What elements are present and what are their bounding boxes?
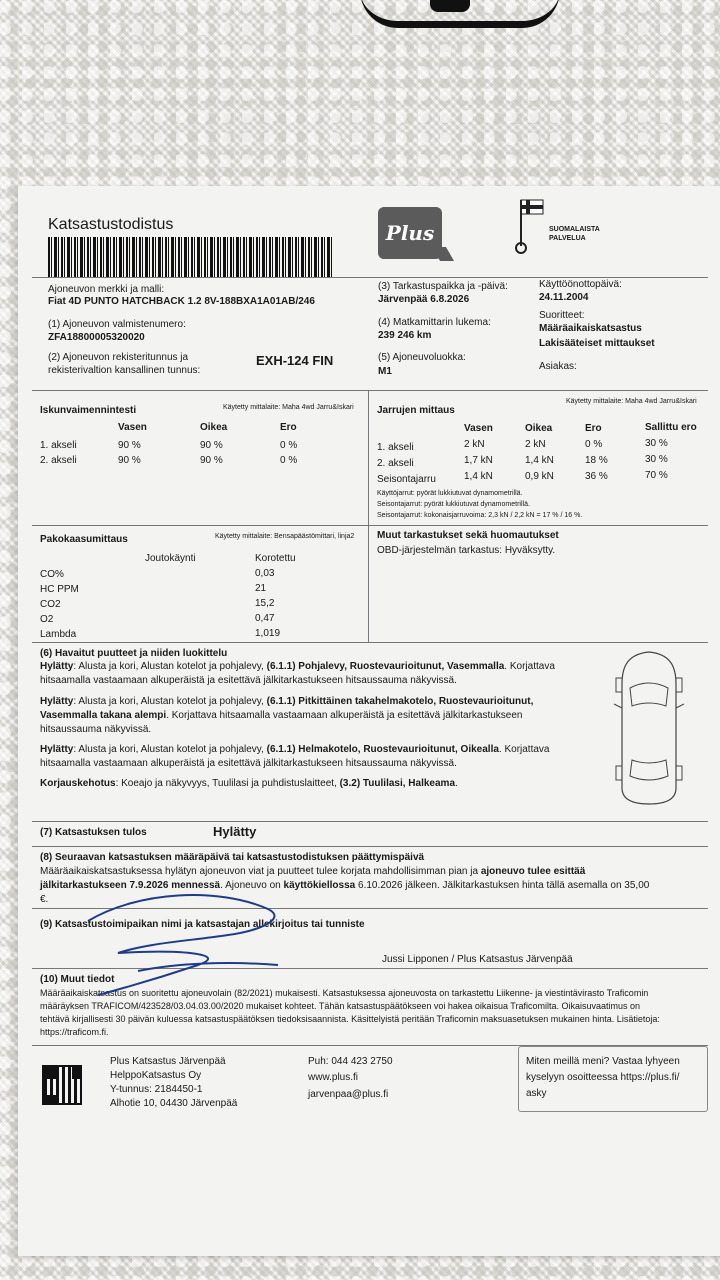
brakes-row-left: 1,4 kN (464, 471, 493, 482)
brakes-row-allowed: 30 % (645, 438, 668, 449)
odometer-label: (4) Matkamittarin lukema: (378, 317, 491, 328)
next-inspection-text: . Ajoneuvo on (220, 880, 281, 891)
qr-code[interactable] (42, 1065, 82, 1105)
exhaust-row-value: 0,03 (255, 568, 275, 579)
brakes-row-allowed: 70 % (645, 470, 668, 481)
recommendation-label: Korjauskehotus (40, 778, 116, 789)
brakes-row-left: 1,7 kN (464, 455, 493, 466)
next-inspection-line: €. (40, 894, 49, 905)
document-title: Katsastustodistus (48, 216, 174, 233)
defect-text: . Korjattava hitsaamalla vastaamaan alkuperäistä ja esitettävä jälkitarkastukseen (166, 710, 523, 721)
exhaust-row-value: 15,2 (255, 598, 275, 609)
defect-status: Hylätty (40, 744, 74, 755)
brakes-title: Jarrujen mittaus (377, 405, 455, 416)
other-info-link[interactable]: https://traficom.fi. (40, 1027, 109, 1037)
brakes-row-diff: 0 % (585, 439, 603, 450)
website-link[interactable]: www.plus.fi (308, 1072, 359, 1083)
next-inspection-text: Määräaikaiskatsastuksessa hylätyn ajoneuvon viat ja puutteet tulee korjata mahdollisimman pian ja (40, 866, 479, 877)
shock-row-label: 1. akseli (40, 440, 77, 451)
other-info-line: tehtävä kirjallisesti 30 päivän kuluessa katsastuspäätöksen tiedoksisaannista. Käsittelyistä peritään Traficomin maksuasetuksen mukainen hinta. Lisätietoja: (40, 1014, 660, 1024)
defect-status: Hylätty (40, 696, 74, 707)
key-logo-text-1: SUOMALAISTA (549, 226, 600, 233)
recommendation-location: : Koeajo ja näkyvyys, Tuulilasi ja puhdistuslaitteet, (115, 778, 337, 789)
other-checks-title: Muut tarkastukset sekä huomautukset (377, 530, 559, 541)
brakes-header-left: Vasen (464, 423, 493, 434)
company-line: Plus Katsastus Järvenpää (110, 1056, 226, 1067)
signature-title: (9) Katsastustoimipaikan nimi ja katsastajan allekirjoitus tai tunniste (40, 919, 365, 930)
key-flag-logo (513, 198, 545, 260)
exhaust-row-label: O2 (40, 614, 54, 625)
brakes-row-right: 2 kN (525, 439, 546, 450)
exhaust-row-label: CO% (40, 569, 64, 580)
performed-1: Määräaikaiskatsastus (539, 323, 642, 334)
defect-line (40, 744, 550, 755)
exhaust-device: Käytetty mittalaite: Bensapäästömittari, linja2 (215, 533, 355, 540)
class-value: M1 (378, 366, 392, 377)
phone[interactable]: Puh: 044 423 2750 (308, 1056, 393, 1067)
defect-location: : Alusta ja kori, Alustan kotelot ja pohjalevy, (73, 661, 264, 672)
make-label: Ajoneuvon merkki ja malli: (48, 284, 165, 295)
survey-line[interactable]: kyselyyn osoitteessa https://plus.fi/ (526, 1072, 680, 1083)
vin-value: ZFA18800005320020 (48, 332, 145, 343)
other-info-line: määräyksen TRAFICOM/423528/03.04.03.00/2020 mukaiset kohteet. Tähän katsastuspäätökseen voi hakea oikaisua Traficomilta. Oikaisuvaatimus on (40, 1001, 640, 1011)
shock-row-left: 90 % (118, 455, 141, 466)
shock-header-left: Vasen (118, 422, 147, 433)
reg-label-1: (2) Ajoneuvon rekisteritunnus ja (48, 352, 189, 363)
odometer-value: 239 246 km (378, 330, 432, 341)
exhaust-row-label: CO2 (40, 599, 61, 610)
defect-code: (6.1.1) Helmakotelo, Ruostevaurioitunut, Oikealla (266, 744, 499, 755)
exhaust-title: Pakokaasumittaus (40, 534, 128, 545)
next-inspection-line (40, 880, 649, 891)
defect-line (40, 661, 555, 672)
brakes-device: Käytetty mittalaite: Maha 4wd Jarru&Iskari (566, 398, 697, 405)
defect-line: hitsaussauma näkyvissä. (40, 724, 152, 735)
reg-value: EXH-124 FIN (256, 353, 334, 368)
shock-row-right: 90 % (200, 455, 223, 466)
defect-location: : Alusta ja kori, Alustan kotelot ja pohjalevy, (73, 696, 264, 707)
brakes-row-allowed: 30 % (645, 454, 668, 465)
defect-location: : Alusta ja kori, Alustan kotelot ja pohjalevy, (73, 744, 264, 755)
exhaust-row-value: 1,019 (255, 628, 281, 639)
exhaust-row-value: 21 (255, 583, 267, 594)
result-label: (7) Katsastuksen tulos (40, 827, 147, 838)
shock-row-label: 2. akseli (40, 455, 77, 466)
next-inspection-emph: ajoneuvo tulee esittää (480, 866, 586, 877)
defect-text: . Korjattava (504, 661, 555, 672)
exhaust-header-idle: Joutokäynti (145, 553, 196, 564)
plus-logo: Plus (378, 207, 442, 259)
brakes-row-label: Seisontajarru (377, 474, 436, 485)
defect-line (40, 710, 523, 721)
result-value: Hylätty (213, 824, 257, 839)
brakes-row-diff: 36 % (585, 471, 608, 482)
defects-title: (6) Havaitut puutteet ja niiden luokittelu (40, 648, 228, 659)
other-info-line: Määräaikaiskatsastus on suoritettu ajoneuvolain (82/2021) mukaisesti. Katsastuksessa ajoneuvosta on tarkastettu Liikenne- ja viestintävirasto Traficomin (40, 988, 649, 998)
brakes-row-diff: 18 % (585, 455, 608, 466)
defect-line (40, 696, 533, 707)
survey-line: asky (526, 1088, 547, 1099)
company-line: Alhotie 10, 04430 Järvenpää (110, 1098, 238, 1109)
shock-header-diff: Ero (280, 422, 297, 433)
usage-ban: käyttökiellossa (283, 880, 356, 891)
shock-header-right: Oikea (200, 422, 228, 433)
shock-title: Iskunvaimennintesti (40, 405, 137, 416)
recommendation-end: . (455, 778, 458, 789)
car-diagram (608, 648, 690, 808)
intro-date-label: Käyttöönottopäivä: (539, 279, 622, 290)
brakes-row-label: 2. akseli (377, 458, 414, 469)
make-value: Fiat 4D PUNTO HATCHBACK 1.2 8V-188BXA1A01AB/246 (48, 296, 315, 307)
performed-label: Suoritteet: (539, 310, 585, 321)
exhaust-header-raised: Korotettu (255, 553, 296, 564)
exhaust-row-label: HC PPM (40, 584, 79, 595)
performed-2: Lakisääteiset mittaukset (539, 338, 655, 349)
brakes-note: Seisontajarrut: kokonaisjarruvoima: 2,3 kN / 2,2 kN = 17 % / 16 %. (377, 512, 583, 519)
place-value: Järvenpää 6.8.2026 (378, 294, 470, 305)
intro-date-value: 24.11.2004 (539, 292, 589, 303)
brakes-header-diff: Ero (585, 423, 602, 434)
brakes-row-right: 0,9 kN (525, 471, 554, 482)
next-inspection-title: (8) Seuraavan katsastuksen määräpäivä tai katsastustodistuksen päättymispäivä (40, 852, 425, 863)
vin-label: (1) Ajoneuvon valmistenumero: (48, 319, 186, 330)
class-label: (5) Ajoneuvoluokka: (378, 352, 466, 363)
brakes-row-label: 1. akseli (377, 442, 414, 453)
defect-position: Vasemmalla takana alempi (40, 710, 167, 721)
brakes-header-allowed: Sallittu ero (645, 422, 697, 433)
brakes-header-right: Oikea (525, 423, 553, 434)
reg-label-2: rekisterivaltion kansallinen tunnus: (48, 365, 201, 376)
survey-line: Miten meillä meni? Vastaa lyhyeen (526, 1056, 680, 1067)
defect-line: hitsaamalla vastaamaan alkuperäistä ja esitettävä jälkitarkastukseen hitsaussauma näkyvissä. (40, 758, 457, 769)
exhaust-row-value: 0,47 (255, 613, 275, 624)
brakes-note: Käyttöjarrut: pyörät lukkiutuvat dynamometrillä. (377, 490, 523, 497)
shock-row-left: 90 % (118, 440, 141, 451)
reinspection-deadline: jälkitarkastukseen 7.9.2026 mennessä (40, 880, 221, 891)
company-line: HelppoKatsastus Oy (110, 1070, 202, 1081)
email-link[interactable]: jarvenpaa@plus.fi (308, 1089, 389, 1100)
next-inspection-text: 6.10.2026 jälkeen. Jälkitarkastuksen hinta tällä asemalla on 35,00 (358, 880, 650, 891)
exhaust-row-label: Lambda (40, 629, 77, 640)
brakes-row-right: 1,4 kN (525, 455, 554, 466)
shock-row-diff: 0 % (280, 440, 298, 451)
defect-text: . Korjattava (498, 744, 550, 755)
shock-device: Käytetty mittalaite: Maha 4wd Jarru&Iskari (223, 404, 354, 411)
place-label: (3) Tarkastuspaikka ja -päivä: (378, 281, 508, 292)
key-logo-text-2: PALVELUA (549, 235, 586, 242)
company-line: Y-tunnus: 2184450-1 (110, 1084, 203, 1095)
recommendation-code: (3.2) Tuulilasi, Halkeama (339, 778, 456, 789)
defect-status: Hylätty (40, 661, 74, 672)
customer-label: Asiakas: (539, 361, 577, 372)
next-inspection-line (40, 866, 585, 877)
other-info-title: (10) Muut tiedot (40, 974, 115, 985)
defect-code: (6.1.1) Pohjalevy, Ruostevaurioitunut, Vasemmalla (266, 661, 505, 672)
defect-code: (6.1.1) Pitkittäinen takahelmakotelo, Ruostevaurioitunut, (266, 696, 534, 707)
barcode (48, 237, 332, 277)
repair-recommendation (40, 778, 458, 789)
brakes-note: Seisontajarrut: pyörät lukkiutuvat dynamometrillä. (377, 501, 530, 508)
shock-row-diff: 0 % (280, 455, 298, 466)
defect-line: hitsaamalla vastaamaan alkuperäistä ja esitettävä jälkitarkastukseen hitsaussauma näkyvissä. (40, 675, 457, 686)
cable-plug (430, 0, 470, 12)
inspector-name: Jussi Lipponen / Plus Katsastus Järvenpää (382, 954, 573, 965)
obd-check: OBD-järjestelmän tarkastus: Hyväksytty. (377, 545, 556, 556)
shock-row-right: 90 % (200, 440, 223, 451)
inspection-certificate (18, 186, 720, 1256)
brakes-row-left: 2 kN (464, 439, 485, 450)
